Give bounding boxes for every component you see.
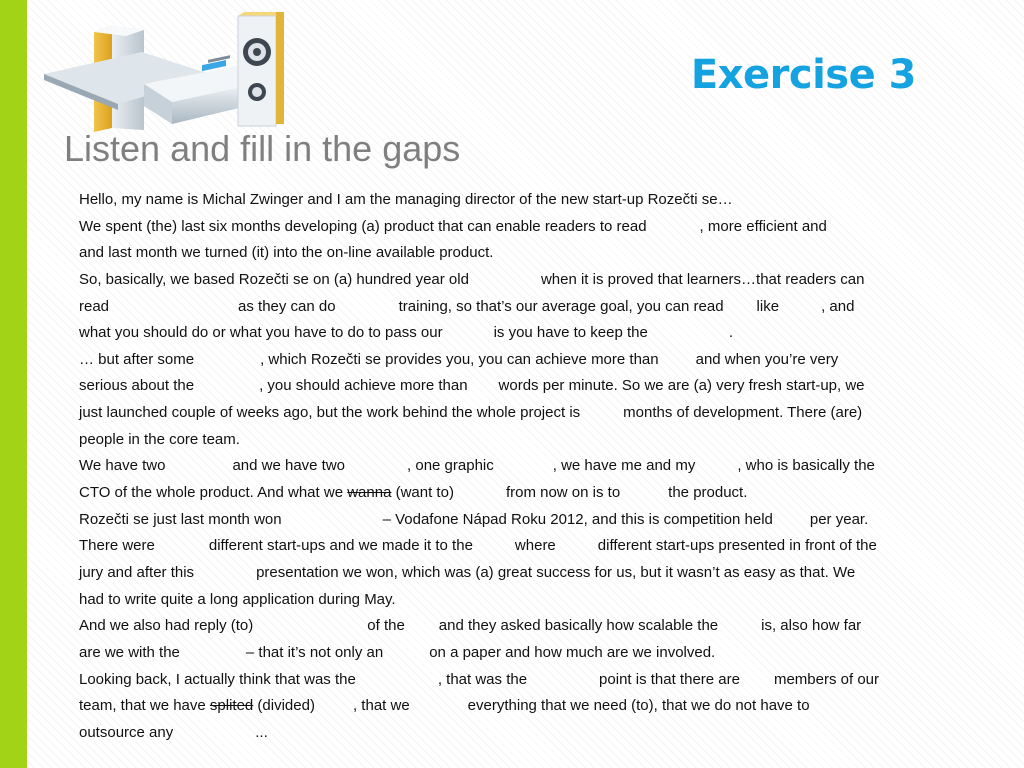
text-line: We have two and we have two , one graphic , we have me and my , who is basically the <box>79 457 875 475</box>
transcript-text <box>79 187 984 746</box>
slide-title: Exercise 3 <box>690 52 916 98</box>
text-line: had to write quite a long application during May. <box>79 590 396 608</box>
text-line: what you should do or what you have to do to pass our is you have to keep the . <box>79 324 734 342</box>
text-line: Looking back, I actually think that was the , that was the point is that there are members of our <box>79 670 880 688</box>
text-line: serious about the , you should achieve more than words per minute. So we are (a) very fresh start-up, we <box>79 377 865 395</box>
text-line: team, that we have splited (divided) , that we everything that we need (to), that we do not have to <box>79 697 810 715</box>
text-line: CTO of the whole product. And what we wanna (want to) from now on is to the product. <box>79 484 748 502</box>
text-line: … but after some , which Rozečti se provides you, you can achieve more than and when you’re very <box>79 350 839 368</box>
text-line: Hello, my name is Michal Zwinger and I am the managing director of the new start-up Rozečti se… <box>79 191 733 208</box>
text-line: So, basically, we based Rozečti se on (a) hundred year old when it is proved that learners…that readers can <box>79 270 865 288</box>
slide-subtitle: Listen and fill in the gaps <box>64 128 461 169</box>
text-line: And we also had reply (to) of the and they asked basically how scalable the is, also how far <box>79 617 862 635</box>
text-line: are we with the – that it’s not only an on a paper and how much are we involved. <box>79 643 716 661</box>
text-line: just launched couple of weeks ago, but the work behind the whole project is months of development. There (are) <box>79 404 863 422</box>
text-line: jury and after this presentation we won, which was (a) great success for us, but it wasn’t as easy as that. We <box>79 563 856 581</box>
text-line: There were different start-ups and we made it to the where different start-ups presented in front of the <box>79 537 877 555</box>
text-line: people in the core team. <box>79 430 240 448</box>
accent-bar <box>0 0 27 768</box>
text-line: outsource any ... <box>79 723 268 741</box>
computer-clipart-icon <box>38 6 290 136</box>
text-line: We spent (the) last six months developing (a) product that can enable readers to read , more efficient and <box>79 217 827 235</box>
text-line: Rozečti se just last month won – Vodafone Nápad Roku 2012, and this is competition held per year. <box>79 510 869 528</box>
text-line: and last month we turned (it) into the on-line available product. <box>79 244 494 262</box>
text-line: read as they can do training, so that’s our average goal, you can read like , and <box>79 297 855 315</box>
